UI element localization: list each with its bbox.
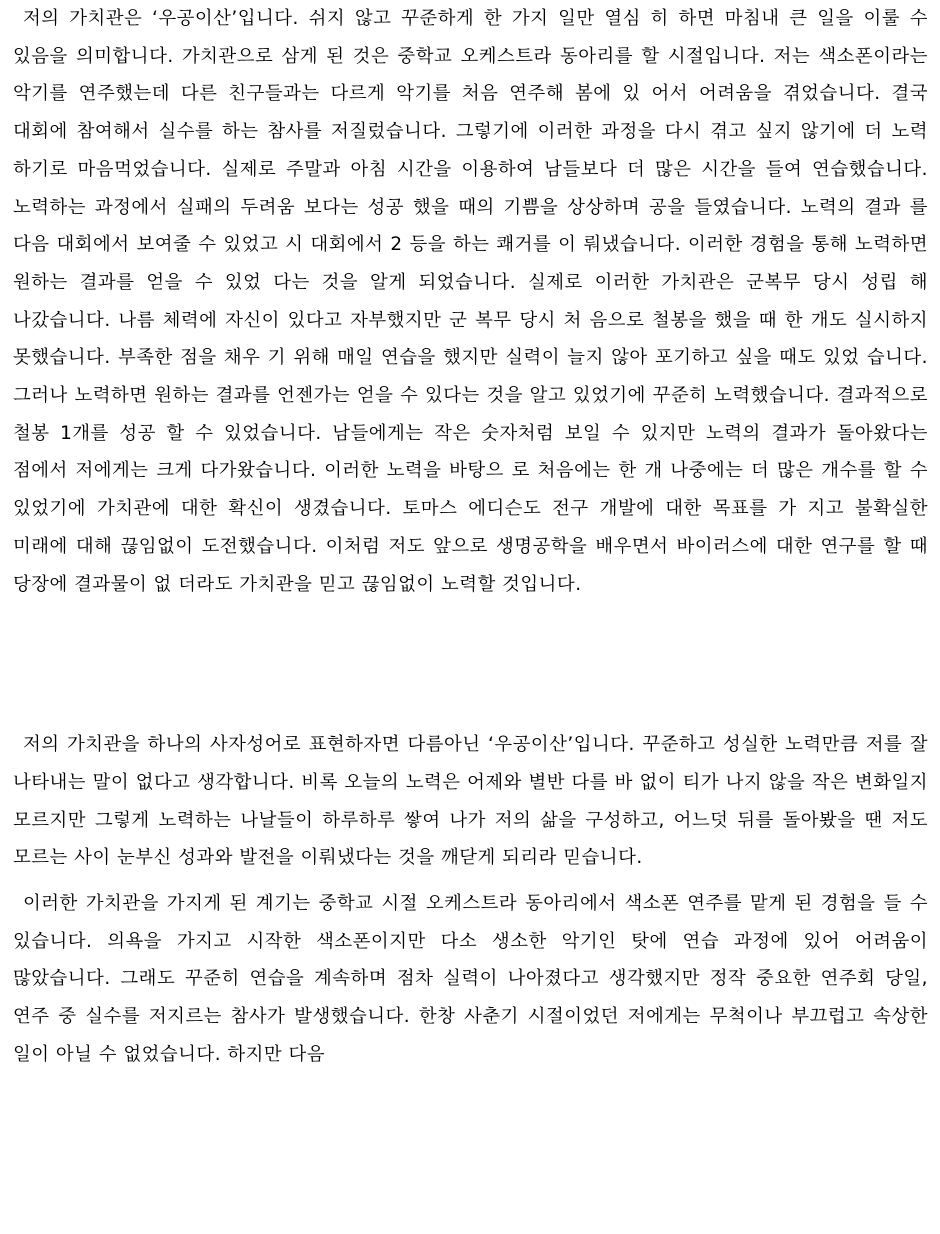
- essay-paragraph-3: 이러한 가치관을 가지게 된 계기는 중학교 시절 오케스트라 동아리에서 색소폰 연주를 맡게 된 경험을 들 수 있습니다. 의욕을 가지고 시작한 색소폰이지만 다소 생소한 악기인 탓에 연습 과정에 있어 어려움이 많았습니다. 그래도 꾸준히 연습을 계속하며 점차 실력이 나아졌다고 생각했지만 정작 중요한 연주회 당일, 연주 중 실수를 저지르는 참사가 발생했습니다. 한창 사춘기 시절이었던 저에게는 무척이나 부끄럽고 속상한 일이 아닐 수 없었습니다. 하지만 다음: [13, 893, 928, 1065]
- paragraph-spacer: [13, 603, 928, 726]
- essay-paragraph-1: 저의 가치관은 ‘우공이산’입니다. 쉬지 않고 꾸준하게 한 가지 일만 열심 히 하면 마침내 큰 일을 이룰 수 있음을 의미합니다. 가치관으로 삼게 된 것은 중학교 오케스트라 동아리를 할 시절입니다. 저는 색소폰이라는 악기를 연주했는데 다른 친구들과는 다르게 악기를 처음 연주해 봄에 있 어서 어려움을 겪었습니다. 결국 대회에 참여해서 실수를 하는 참사를 저질렀습니다. 그렇기에 이러한 과정을 다시 겪고 싶지 않기에 더 노력 하기로 마음먹었습니다. 실제로 주말과 아침 시간을 이용하여 남들보다 더 많은 시간을 들여 연습했습니다. 노력하는 과정에서 실패의 두려움 보다는 성공 했을 때의 기쁨을 상상하며 공을 들였습니다. 노력의 결과 를 다음 대회에서 보여줄 수 있었고 시 대회에서 2 등을 하는 쾌거를 이 뤄냈습니다. 이러한 경험을 통해 노력하면 원하는 결과를 얻을 수 있었 다는 것을 알게 되었습니다. 실제로 이러한 가치관은 군복무 당시 성립 해 나갔습니다. 나름 체력에 자신이 있다고 자부했지만 군 복무 당시 처 음으로 철봉을 했을 때 한 개도 실시하지 못했습니다. 부족한 점을 채우 기 위해 매일 연습을 했지만 실력이 늘지 않아 포기하고 싶을 때도 있었 습니다. 그러나 노력하면 원하는 결과를 언젠가는 얻을 수 있다는 것을 알고 있었기에 꾸준히 노력했습니다. 결과적으로 철봉 1개를 성공 할 수 있었습니다. 남들에게는 작은 숫자처럼 보일 수 있지만 노력의 결과가 돌아왔다는 점에서 저에게는 크게 다가왔습니다. 이러한 노력을 바탕으 로 처음에는 한 개 나중에는 더 많은 개수를 할 수 있었기에 가치관에 대한 확신이 생겼습니다. 토마스 에디슨도 전구 개발에 대한 목표를 가 지고 불확실한 미래에 대해 끊임없이 도전했습니다. 이처럼 저도 앞으로 생명공학을 배우면서 바이러스에 대한 연구를 할 때 당장에 결과물이 없 더라도 가치관을 믿고 끊임없이 노력할 것입니다.: [13, 8, 928, 595]
- document-body: [13, 0, 928, 1074]
- paragraph-spacer: [13, 877, 928, 885]
- essay-paragraph-2: 저의 가치관을 하나의 사자성어로 표현하자면 다름아닌 ‘우공이산’입니다. 꾸준하고 성실한 노력만큼 저를 잘 나타내는 말이 없다고 생각합니다. 비록 오늘의 노력은 어제와 별반 다를 바 없이 티가 나지 않을 작은 변화일지 모르지만 그렇게 노력하는 나날들이 하루하루 쌓여 나가 저의 삶을 구성하고, 어느덧 뒤를 돌아봤을 땐 저도 모르는 사이 눈부신 성과와 발전을 이뤄냈다는 것을 깨닫게 되리라 믿습니다.: [13, 734, 928, 869]
